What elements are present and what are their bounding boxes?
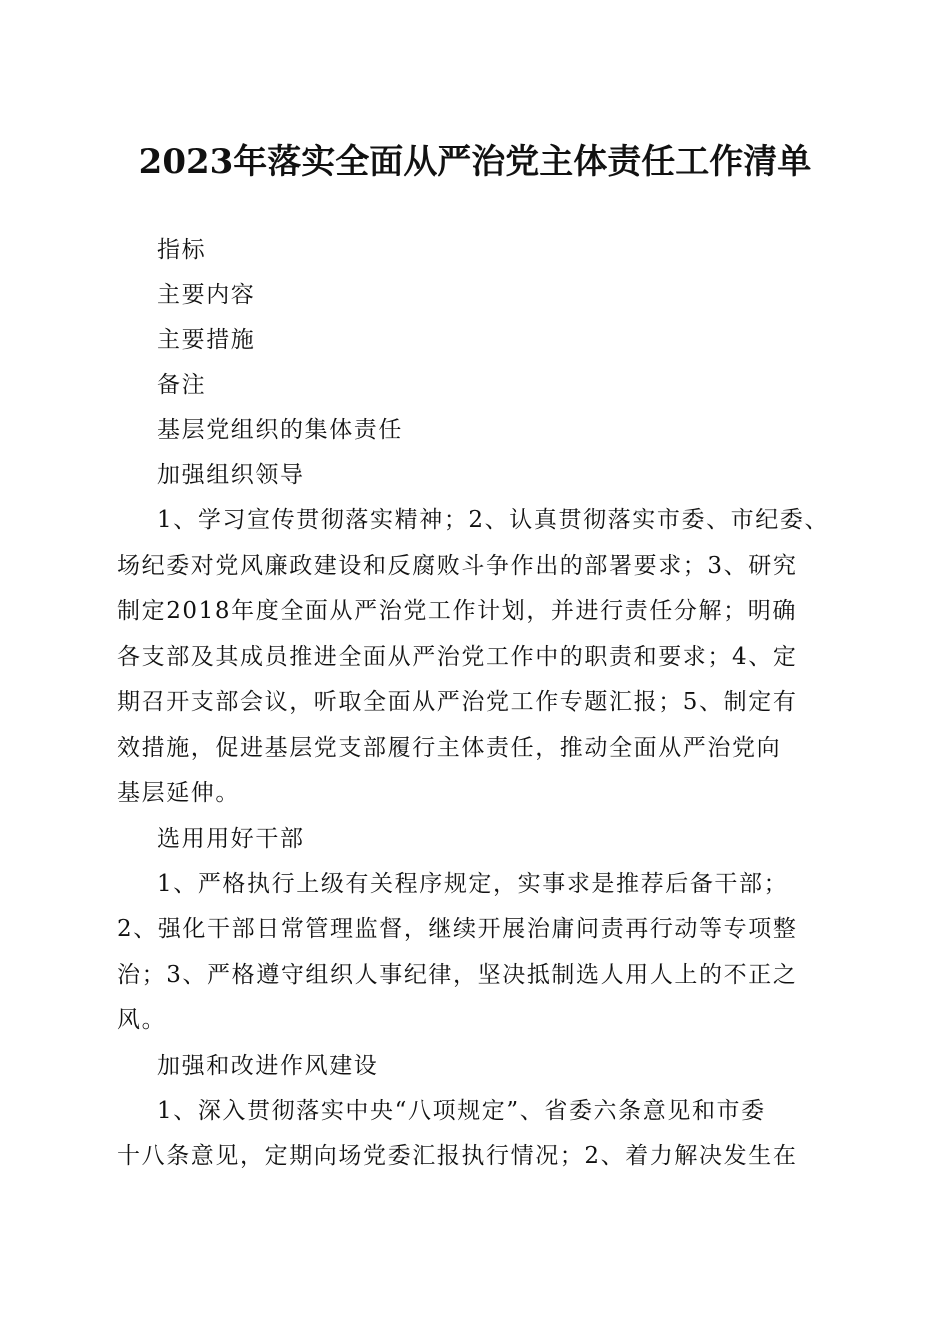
item-heading-cadre-selection: 选用用好干部	[157, 825, 305, 852]
paragraph-line: 场纪委对党风廉政建设和反腐败斗争作出的部署要求；3、研究	[117, 552, 798, 579]
paragraph-line: 2、强化干部日常管理监督，继续开展治庸问责再行动等专项整	[117, 916, 798, 942]
paragraph-line: 效措施，促进基层党支部履行主体责任，推动全面从严治党向	[117, 734, 782, 761]
item-paragraph-cadre-selection	[117, 862, 835, 1044]
header-remarks: 备注	[157, 372, 207, 398]
header-indicator: 指标	[157, 237, 207, 263]
document-title: 2023年落实全面从严治党主体责任工作清单	[138, 142, 812, 182]
header-main-content: 主要内容	[157, 282, 256, 308]
document-body	[117, 228, 835, 1180]
paragraph-line: 1、深入贯彻落实中央“八项规定”、省委六条意见和市委	[157, 1097, 766, 1124]
paragraph-line: 1、学习宣传贯彻落实精神；2、认真贯彻落实市委、市纪委、	[157, 507, 830, 533]
item-heading-organization-leadership: 加强组织领导	[157, 462, 305, 488]
item-paragraph-work-style	[117, 1089, 835, 1180]
paragraph-line: 风。	[117, 1007, 167, 1033]
paragraph-line: 各支部及其成员推进全面从严治党工作中的职责和要求；4、定	[117, 643, 798, 670]
paragraph-line: 基层延伸。	[117, 780, 240, 806]
header-main-measures: 主要措施	[157, 327, 256, 353]
section-collective-responsibility: 基层党组织的集体责任	[157, 417, 403, 443]
paragraph-line: 制定2018年度全面从严治党工作计划，并进行责任分解；明确	[117, 598, 797, 624]
paragraph-line: 期召开支部会议，听取全面从严治党工作专题汇报；5、制定有	[117, 689, 798, 715]
paragraph-line: 治；3、严格遵守组织人事纪律，坚决抵制选人用人上的不正之	[117, 961, 798, 988]
paragraph-line: 1、严格执行上级有关程序规定，实事求是推荐后备干部；	[157, 870, 789, 897]
item-paragraph-organization-leadership	[117, 498, 835, 817]
paragraph-line: 十八条意见，定期向场党委汇报执行情况；2、着力解决发生在	[117, 1143, 798, 1169]
item-heading-work-style: 加强和改进作风建设	[157, 1052, 379, 1079]
